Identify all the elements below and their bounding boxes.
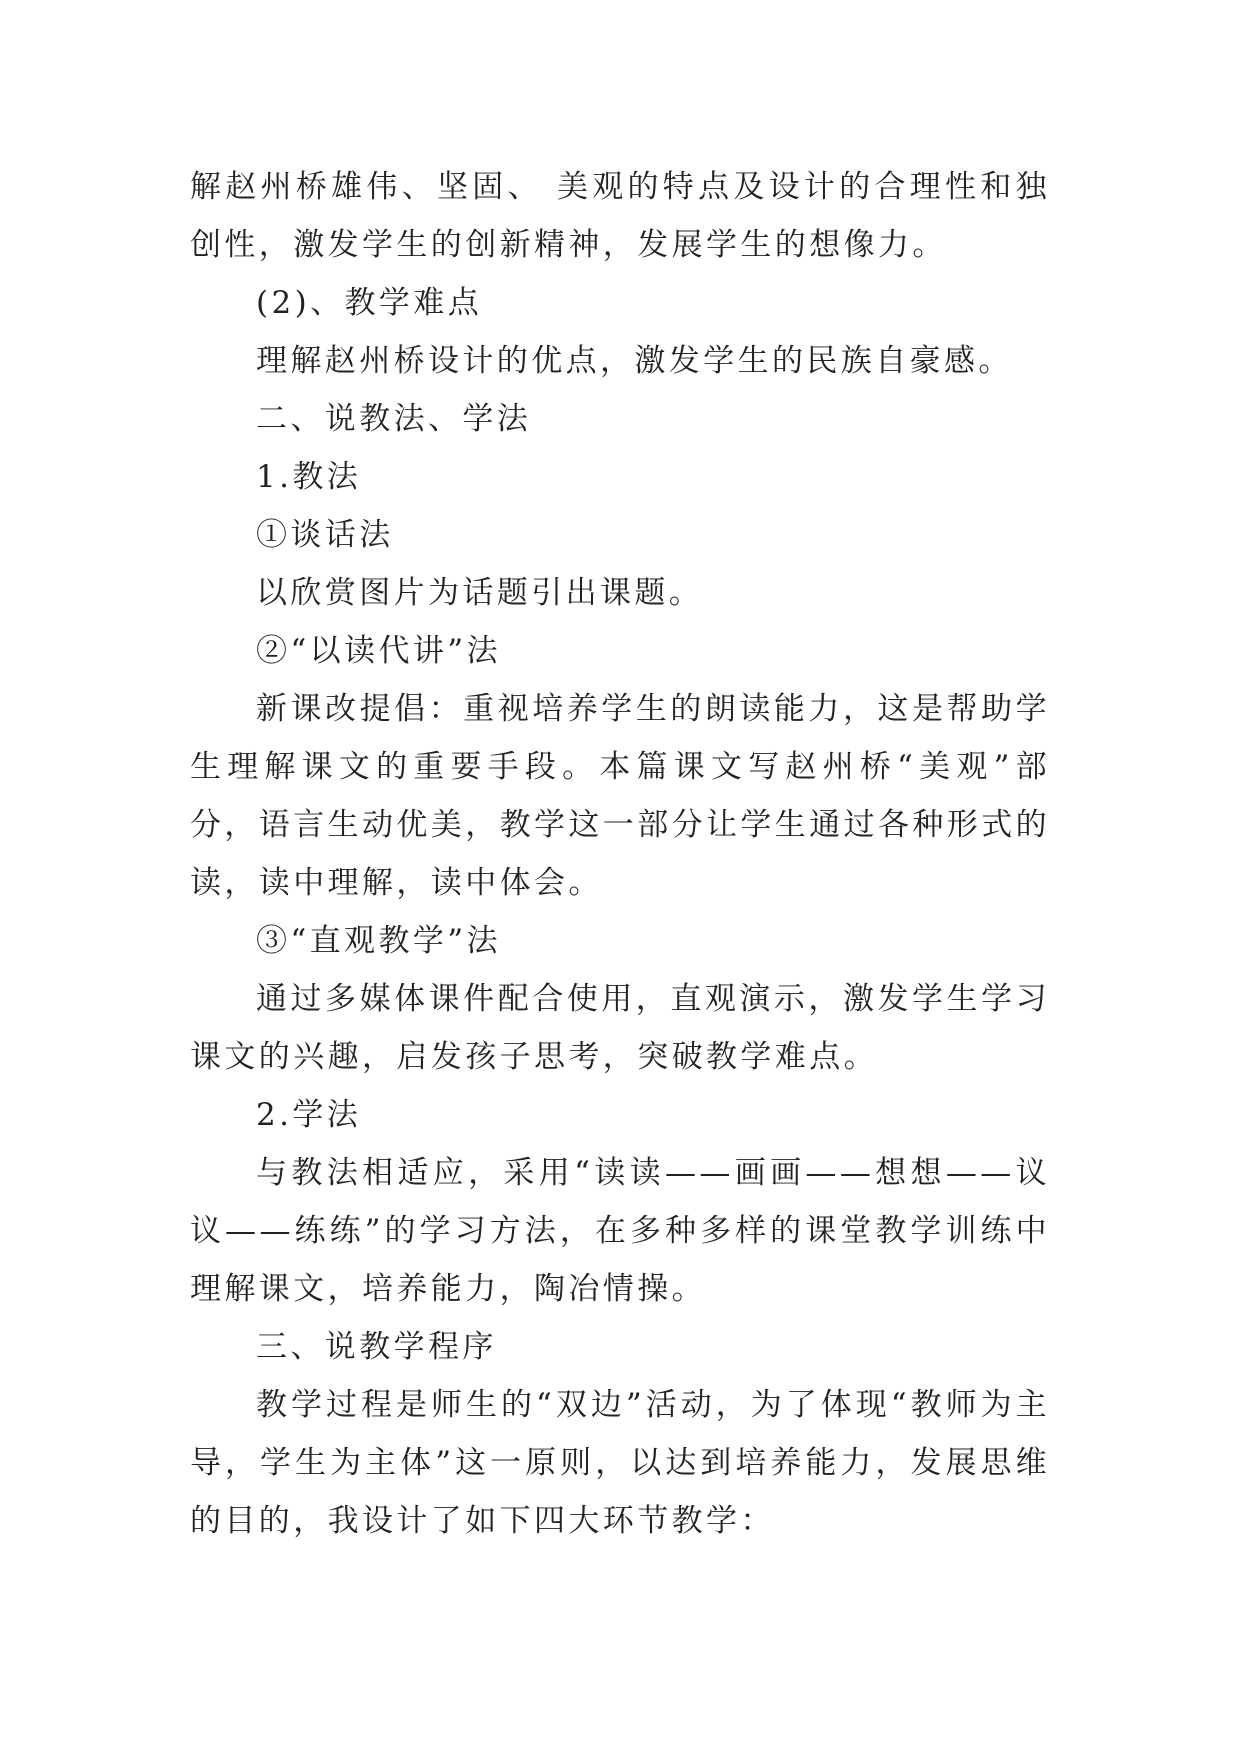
heading-learning-method: 2.学法 [256, 1097, 362, 1133]
heading-teaching-procedure: 三、说教学程序 [256, 1329, 497, 1365]
paragraph-conversation-method: 以欣赏图片为话题引出课题。 [256, 575, 704, 611]
heading-teaching-method: 1.教法 [256, 459, 362, 495]
paragraph-intuitive-method: 通过多媒体课件配合使用，直观演示，激发学生学习课文的兴趣，启发孩子思考，突破教学难点。 [190, 981, 1050, 1075]
document-page [190, 158, 1050, 1550]
heading-reading-method: ②“以读代讲”法 [256, 633, 501, 669]
heading-teaching-difficulty: (2)、教学难点 [256, 285, 483, 321]
paragraph-continued-goals: 解赵州桥雄伟、坚固、 美观的特点及设计的合理性和独创性，激发学生的创新精神，发展学生的想像力。 [190, 169, 1050, 263]
paragraph-difficulty: 理解赵州桥设计的优点，激发学生的民族自豪感。 [256, 343, 1013, 379]
heading-conversation-method: ①谈话法 [256, 517, 394, 553]
heading-methods: 二、说教法、学法 [256, 401, 532, 437]
paragraph-learning-method: 与教法相适应，采用“读读——画画——想想——议议——练练”的学习方法，在多种多样的课堂教学训练中理解课文，培养能力，陶冶情操。 [190, 1155, 1050, 1307]
heading-intuitive-method: ③“直观教学”法 [256, 923, 501, 959]
paragraph-reading-method: 新课改提倡：重视培养学生的朗读能力，这是帮助学生理解课文的重要手段。本篇课文写赵州桥“美观”部分，语言生动优美，教学这一部分让学生通过各种形式的读，读中理解，读中体会。 [190, 691, 1050, 901]
paragraph-teaching-procedure: 教学过程是师生的“双边”活动，为了体现“教师为主导，学生为主体”这一原则，以达到培养能力，发展思维的目的，我设计了如下四大环节教学： [190, 1387, 1050, 1539]
